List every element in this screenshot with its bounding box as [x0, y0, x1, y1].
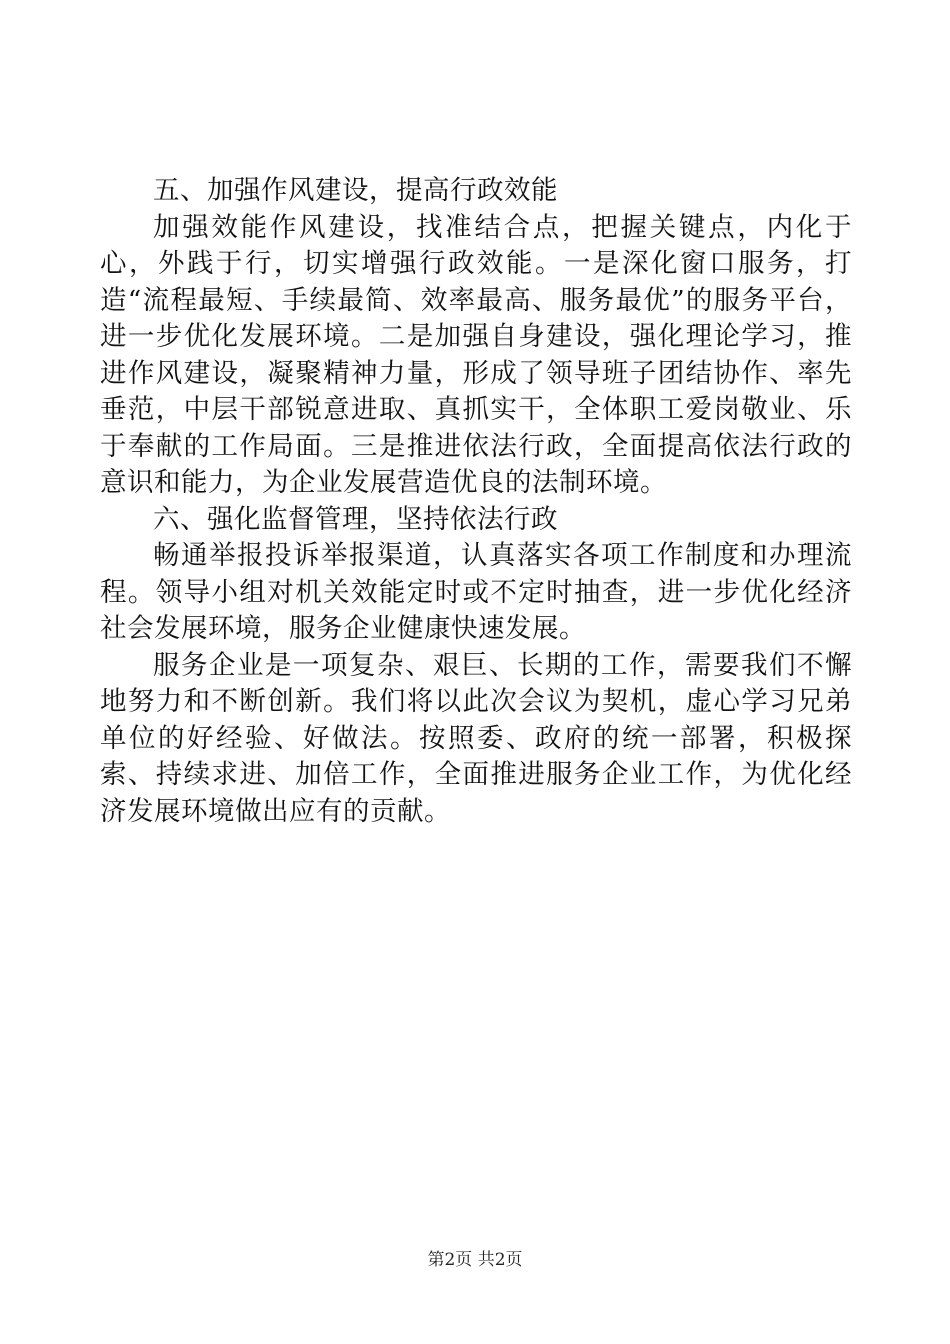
section-heading-5: 五、加强作风建设，提高行政效能: [153, 175, 558, 206]
page-footer: 第2页 共2页: [427, 1250, 523, 1270]
section-heading-6: 六、强化监督管理，坚持依法行政: [153, 503, 558, 535]
paragraph: 服务企业是一项复杂、艰巨、长期的工作，需要我们不懈地努力和不断创新。我们将以此次会议为契机，虚心学习兄弟单位的好经验、好做法。按照委、政府的统一部署，积极探索、持续求进、加倍工作，全面推进服务企业工作，为优化经济发展环境做出应有的贡献。: [100, 649, 852, 827]
paragraph: 畅通举报投诉举报渠道，认真落实各项工作制度和办理流程。领导小组对机关效能定时或不定时抽查，进一步优化经济社会发展环境，服务企业健康快速发展。: [100, 540, 852, 644]
document-body: [100, 173, 852, 830]
paragraph: 加强效能作风建设，找准结合点，把握关键点，内化于心，外践于行，切实增强行政效能。一是深化窗口服务，打造“流程最短、手续最简、效率最高、服务最优”的服务平台，进一步优化发展环境。二是加强自身建设，强化理论学习，推进作风建设，凝聚精神力量，形成了领导班子团结协作、率先垂范，中层干部锐意进取、真抓实干，全体职工爱岗敬业、乐于奉献的工作局面。三是推进依法行政，全面提高依法行政的意识和能力，为企业发展营造优良的法制环境。: [100, 211, 852, 498]
